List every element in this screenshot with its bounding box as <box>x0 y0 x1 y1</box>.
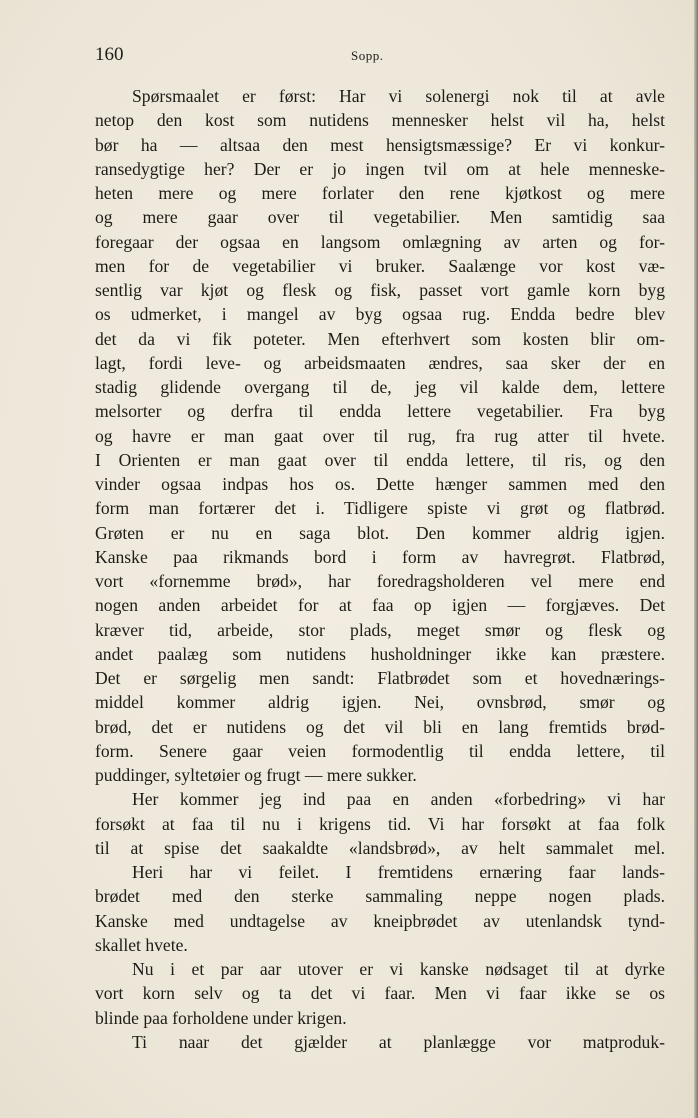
text-line: form. Senere gaar veien formodentlig til endda lettere, til <box>95 740 665 761</box>
text-line: form man fortærer det i. Tidligere spiste vi grøt og flatbrød. <box>95 498 665 519</box>
text-line: lagt, fordi leve- og arbeidsmaaten ændres, saa sker der en <box>95 352 665 373</box>
text-line: vort korn selv og ta det vi faar. Men vi faar ikke se os <box>95 983 665 1004</box>
text-line: foregaar der ogsaa en langsom omlægning av arten og for- <box>95 231 665 252</box>
text-line: Det er sørgelig men sandt: Flatbrødet som et hovednærings- <box>95 668 665 688</box>
text-line: middel kommer aldrig igjen. Nei, ovnsbrød, smør og <box>95 692 665 713</box>
text-line: andet paalæg som nutidens husholdninger ikke kan præstere. <box>95 643 665 664</box>
text-line: Kanske med undtagelse av kneipbrødet av utenlandsk tynd- <box>95 910 665 931</box>
text-line: I Orienten er man gaat over til endda lettere, til ris, og den <box>95 449 665 470</box>
text-line: puddinger, syltetøier og frugt — mere sukker. <box>95 765 417 785</box>
page-number: 160 <box>95 44 124 65</box>
text-line: til at spise det saakaldte «landsbrød», av helt sammalet mel. <box>95 837 665 858</box>
text-line: heten mere og mere forlater den rene kjøtkost og mere <box>95 183 665 203</box>
text-line: Nu i et par aar utover er vi kanske nødsaget til at dyrke <box>132 959 665 979</box>
text-line: nogen anden arbeidet for at faa op igjen — forgjæves. Det <box>95 595 665 616</box>
text-line: Her kommer jeg ind paa en anden «forbedring» vi har <box>132 789 665 810</box>
page-header <box>95 44 665 74</box>
text-line: vort «fornemme brød», har foredragsholderen vel mere end <box>95 571 665 591</box>
text-line: netop den kost som nutidens mennesker helst vil ha, helst <box>95 110 665 131</box>
running-head: Sopp. <box>351 48 384 63</box>
text-line: skallet hvete. <box>95 934 188 955</box>
text-line: sentlig var kjøt og flesk og fisk, passet vort gamle korn byg <box>95 280 665 300</box>
text-line: forsøkt at faa til nu i krigens tid. Vi har forsøkt at faa folk <box>95 813 665 834</box>
text-line: stadig glidende overgang til de, jeg vil kalde dem, lettere <box>95 377 665 397</box>
text-line: Heri har vi feilet. I fremtidens ernæring faar lands- <box>132 862 665 882</box>
body-text <box>95 84 665 1054</box>
text-line: og havre er man gaat over til rug, fra rug atter til hvete. <box>95 425 665 446</box>
text-line: vinder ogsaa indpas hos os. Dette hænger sammen med den <box>95 474 665 494</box>
text-line: kræver tid, arbeide, stor plads, meget smør og flesk og <box>95 619 665 640</box>
text-line: bør ha — altsaa den mest hensigtsmæssige? Er vi konkur- <box>95 134 665 155</box>
text-line: Kanske paa rikmands bord i form av havregrøt. Flatbrød, <box>95 546 665 567</box>
text-line: brød, det er nutidens og det vil bli en lang fremtids brød- <box>95 716 665 737</box>
text-line: Spørsmaalet er først: Har vi solenergi nok til at avle <box>132 86 665 106</box>
text-line: Grøten er nu en saga blot. Den kommer aldrig igjen. <box>95 522 665 543</box>
page-edge-shadow <box>694 0 698 1118</box>
text-line: og mere gaar over til vegetabilier. Men samtidig saa <box>95 207 665 228</box>
text-line: blinde paa forholdene under krigen. <box>95 1007 347 1028</box>
text-line: brødet med den sterke sammaling neppe nogen plads. <box>95 886 665 907</box>
text-line: ransedygtige her? Der er jo ingen tvil om at hele menneske- <box>95 158 665 179</box>
text-line: men for de vegetabilier vi bruker. Saalænge vor kost væ- <box>95 255 665 276</box>
text-line: det da vi fik poteter. Men efterhvert som kosten blir om- <box>95 328 665 349</box>
text-line: melsorter og derfra til endda lettere vegetabilier. Fra byg <box>95 401 665 422</box>
text-line: os udmerket, i mangel av byg ogsaa rug. Endda bedre blev <box>95 304 665 325</box>
text-line: Ti naar det gjælder at planlægge vor matproduk- <box>132 1031 665 1052</box>
